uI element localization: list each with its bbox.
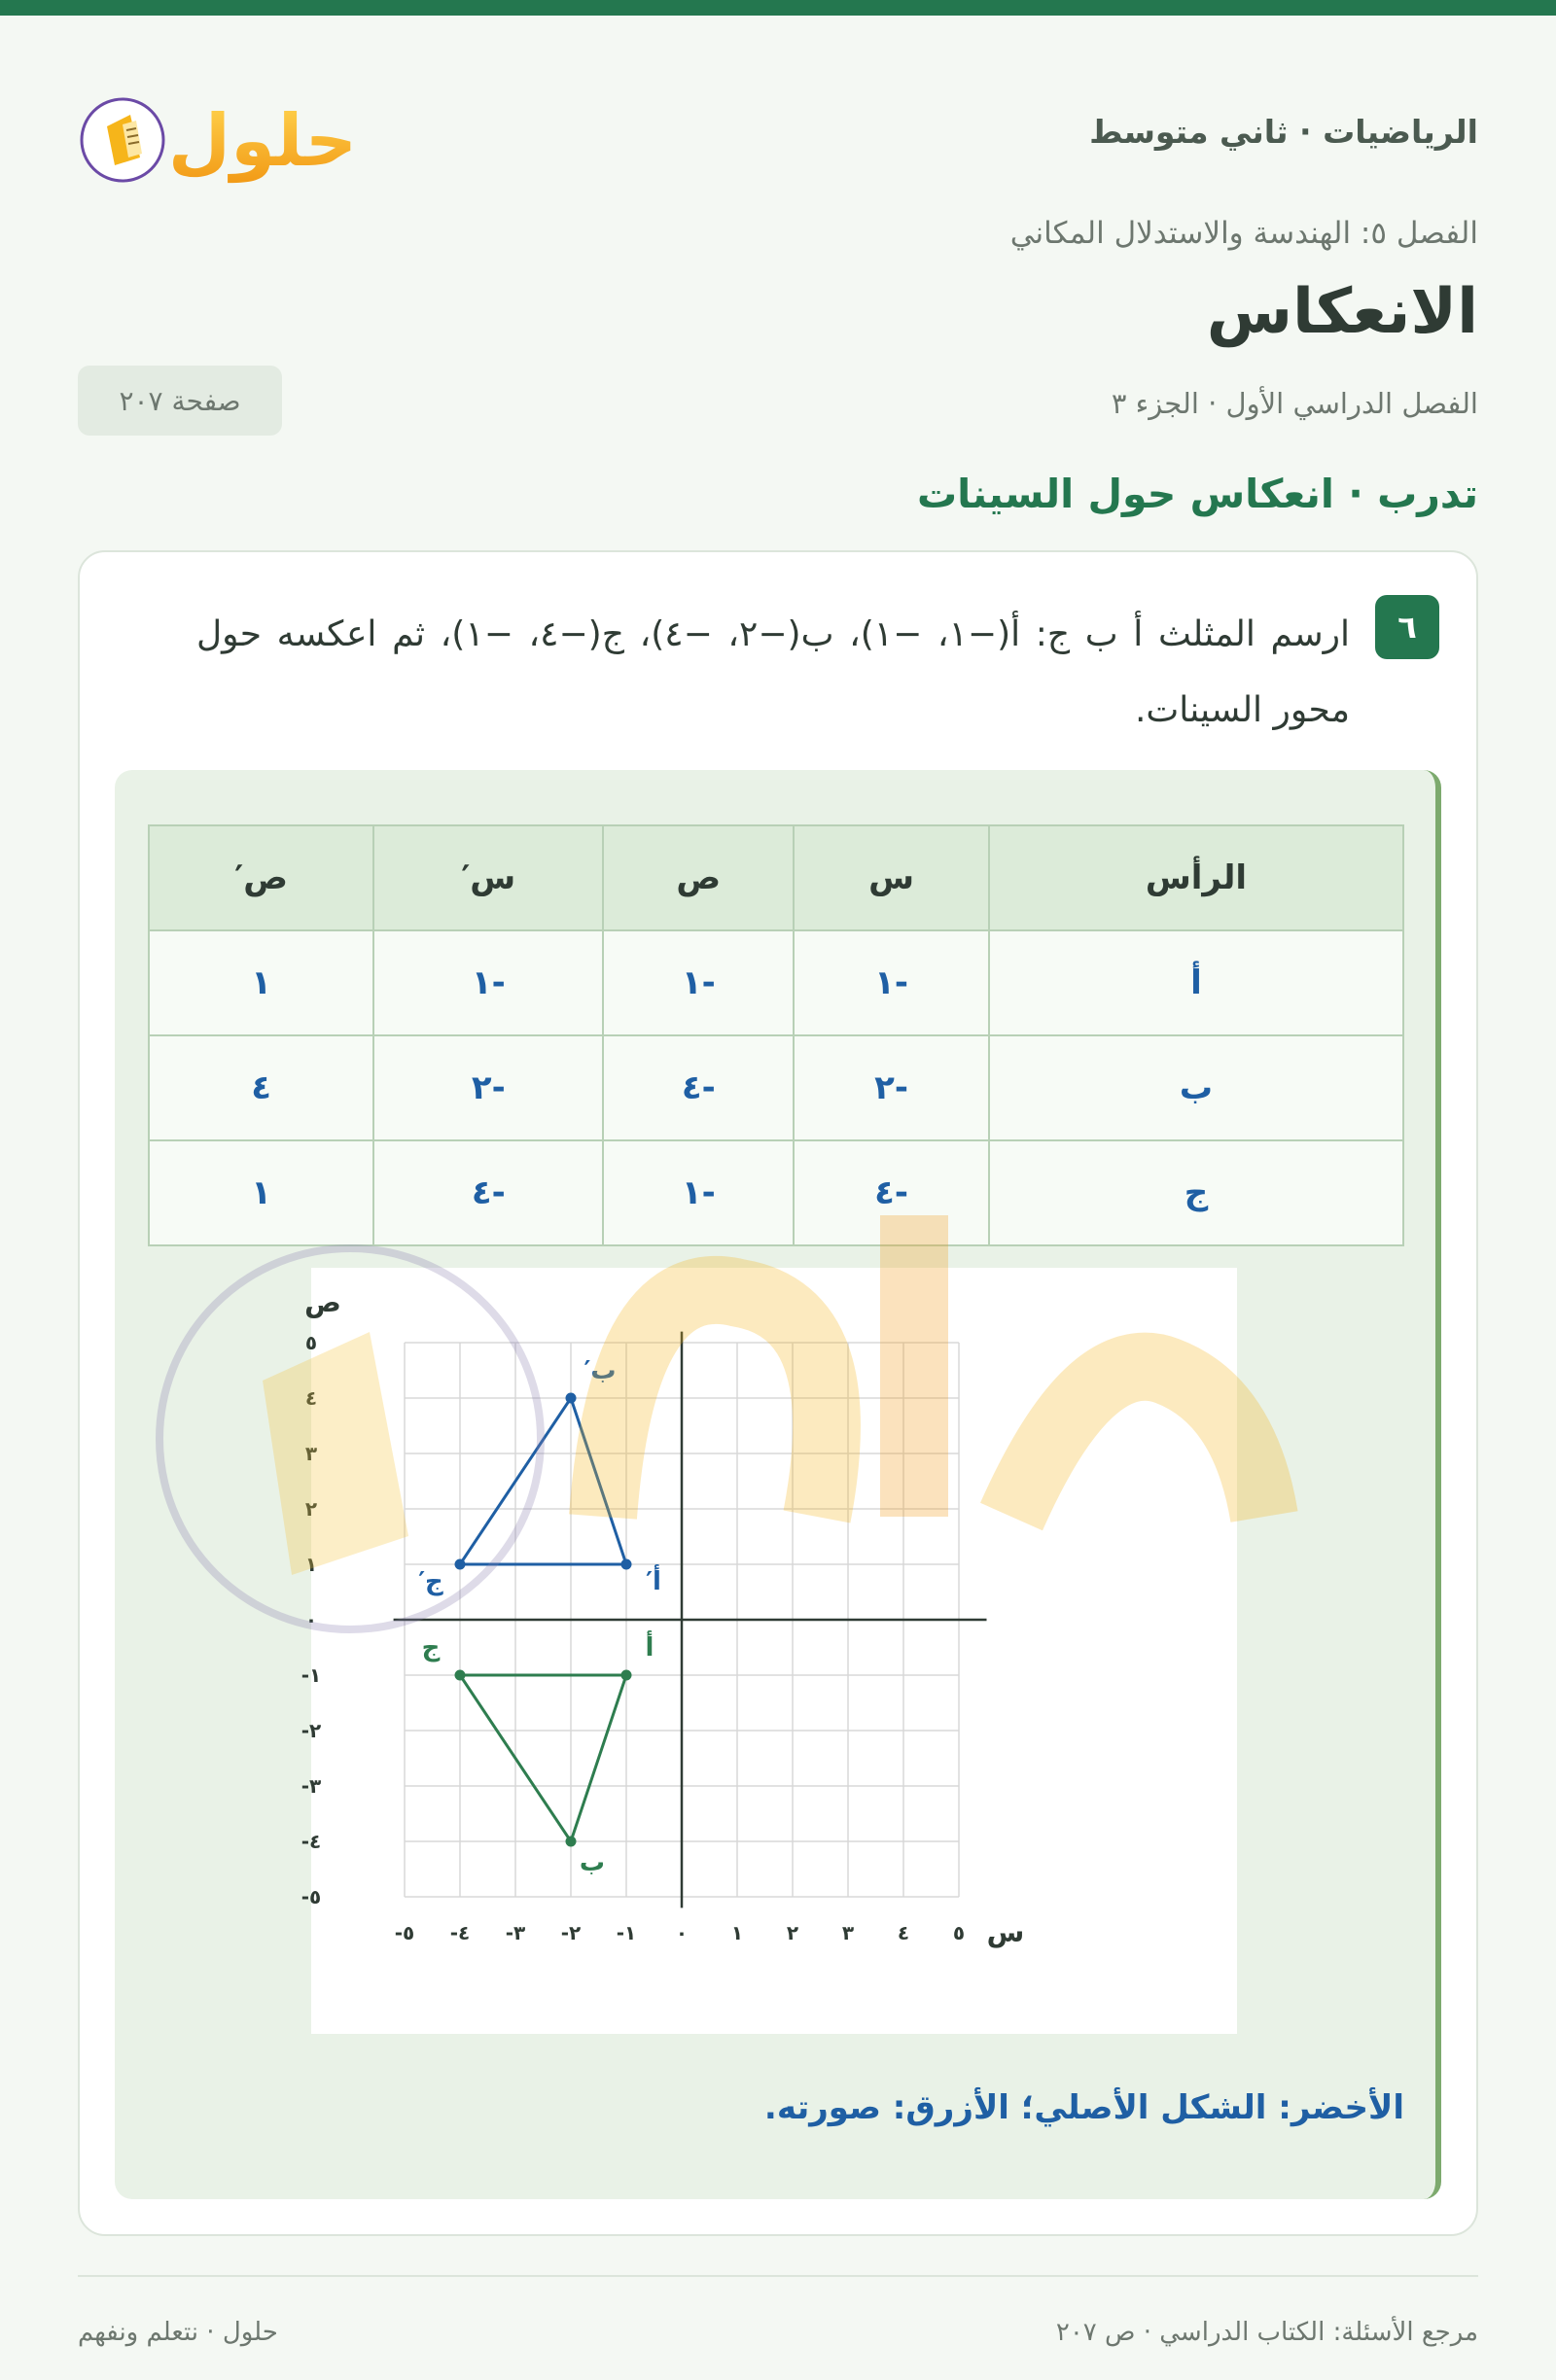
original-vertex-label: ب xyxy=(579,1848,606,1877)
exercise-card xyxy=(78,550,1478,2236)
table-cell: -٤ xyxy=(794,1140,989,1245)
term-label: الفصل الدراسي الأول · الجزء ٣ xyxy=(1111,387,1478,420)
table-header-cell: ص xyxy=(603,825,794,930)
table-cell: ١ xyxy=(149,1140,373,1245)
y-tick-label: ١ xyxy=(304,1553,318,1576)
x-tick-label: ٤ xyxy=(897,1921,910,1944)
x-tick-label: ٣ xyxy=(841,1921,855,1944)
question-text: ارسم المثلث أ ب ج: أ(−١، −١)، ب(−٢، −٤)، ج(−٤، −١)، ثم اعكسه حول محور السينات. xyxy=(196,614,1351,730)
table-cell: -١ xyxy=(603,1140,794,1245)
answer-panel xyxy=(115,770,1441,2199)
table-header-cell: س′ xyxy=(373,825,603,930)
table-cell: ب xyxy=(989,1035,1403,1140)
original-vertex xyxy=(566,1837,577,1847)
y-tick-label: ٤ xyxy=(304,1386,318,1410)
table-header-cell: ص′ xyxy=(149,825,373,930)
table-cell: -٢ xyxy=(373,1035,603,1140)
y-tick-label: -٤ xyxy=(301,1830,322,1853)
x-tick-label: ٥ xyxy=(952,1921,966,1944)
image-vertex xyxy=(566,1393,577,1404)
table-cell: -٤ xyxy=(373,1140,603,1245)
original-vertex-label: أ xyxy=(645,1633,654,1662)
footer-reference: مرجع الأسئلة: الكتاب الدراسي · ص ٢٠٧ xyxy=(1055,2318,1478,2347)
page-number-badge: صفحة ٢٠٧ xyxy=(78,366,282,436)
x-tick-label: ١ xyxy=(730,1921,744,1944)
x-tick-label: ٠ xyxy=(675,1921,689,1944)
table-row xyxy=(149,1140,1403,1245)
top-accent-bar xyxy=(0,0,1556,16)
y-axis-label: ص xyxy=(304,1286,341,1318)
section-title: تدرب · انعكاس حول السينات xyxy=(916,471,1478,517)
table-cell: أ xyxy=(989,930,1403,1035)
x-tick-label: -٢ xyxy=(560,1921,582,1944)
x-axis-label: س xyxy=(986,1916,1025,1948)
image-vertex-label: ج′ xyxy=(418,1567,443,1596)
lesson-title: الانعكاس xyxy=(1206,276,1478,348)
y-tick-label: ٣ xyxy=(304,1442,318,1465)
graph-svg xyxy=(301,1268,1237,2034)
table-cell: -١ xyxy=(794,930,989,1035)
logo-wordmark: حلول xyxy=(167,99,358,183)
question-number-badge: ٦ xyxy=(1375,595,1439,659)
table-cell: -٢ xyxy=(794,1035,989,1140)
y-tick-label: -٥ xyxy=(301,1885,322,1908)
x-tick-label: -٥ xyxy=(394,1921,415,1944)
y-tick-label: ٢ xyxy=(304,1497,318,1521)
x-tick-label: -١ xyxy=(616,1921,637,1944)
page xyxy=(78,16,1478,2380)
subject-label: الرياضيات · ثاني متوسط xyxy=(1089,113,1478,151)
image-vertex xyxy=(621,1559,632,1570)
original-vertex xyxy=(621,1670,632,1681)
table-cell: ٤ xyxy=(149,1035,373,1140)
answer-note: الأخضر: الشكل الأصلي؛ الأزرق: صورته. xyxy=(763,2088,1404,2127)
y-tick-label: -١ xyxy=(301,1663,322,1687)
table-row xyxy=(149,1035,1403,1140)
header xyxy=(78,76,1478,183)
image-vertex-label: أ′ xyxy=(646,1567,661,1596)
coordinates-table xyxy=(148,824,1404,1246)
table-cell: -٤ xyxy=(603,1035,794,1140)
hulul-logo[interactable] xyxy=(78,76,358,192)
table-header-cell: س xyxy=(794,825,989,930)
footer-brand: حلول · نتعلم ونفهم xyxy=(78,2318,278,2347)
original-vertex-label: ج xyxy=(421,1633,441,1662)
original-triangle xyxy=(460,1675,626,1841)
original-vertex xyxy=(455,1670,466,1681)
table-cell: -١ xyxy=(603,930,794,1035)
table-header-row xyxy=(149,825,1403,930)
table-cell: ١ xyxy=(149,930,373,1035)
footer-divider xyxy=(78,2275,1478,2277)
y-tick-label: -٣ xyxy=(301,1774,322,1798)
chapter-label: الفصل ٥: الهندسة والاستدلال المكاني xyxy=(1009,216,1478,251)
image-vertex-label: ب′ xyxy=(584,1356,617,1385)
coordinate-graph xyxy=(301,1268,1237,2034)
y-tick-label: -٢ xyxy=(301,1719,322,1742)
x-tick-label: -٣ xyxy=(505,1921,526,1944)
table-header-cell: الرأس xyxy=(989,825,1403,930)
x-tick-label: -٤ xyxy=(449,1921,471,1944)
table-cell: -١ xyxy=(373,930,603,1035)
image-triangle xyxy=(460,1398,626,1564)
table-cell: ج xyxy=(989,1140,1403,1245)
image-vertex xyxy=(455,1559,466,1570)
table-row xyxy=(149,930,1403,1035)
y-tick-label: ٠ xyxy=(304,1608,318,1631)
y-tick-label: ٥ xyxy=(304,1331,318,1354)
x-tick-label: ٢ xyxy=(786,1921,799,1944)
